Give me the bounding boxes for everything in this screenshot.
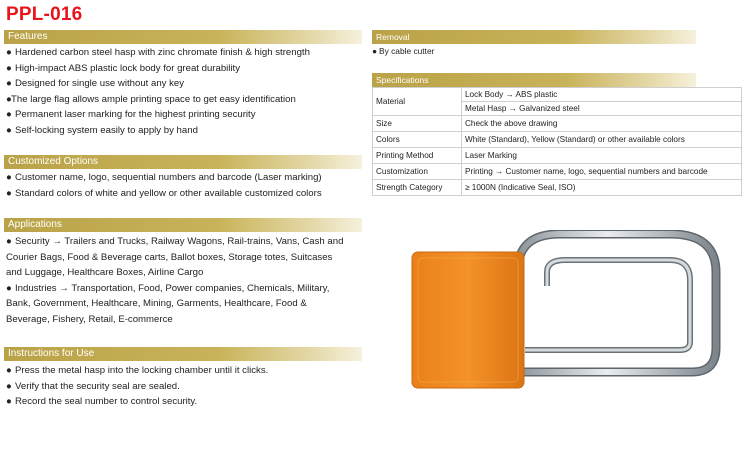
spec-value: Printing → Customer name, logo, sequential numbers and barcode — [462, 164, 742, 180]
instructions-heading: Instructions for Use — [4, 347, 362, 361]
removal-heading: Removal — [372, 30, 696, 44]
list-item: ● Self-locking system easily to apply by hand — [6, 124, 198, 136]
spec-label: Colors — [373, 132, 462, 148]
list-item: ●The large flag allows ample printing space to get easy identification — [6, 93, 296, 105]
list-item: ● High-impact ABS plastic lock body for great durability — [6, 62, 241, 74]
table-row — [373, 116, 742, 132]
list-item: ● Hardened carbon steel hasp with zinc chromate finish & high strength — [6, 47, 310, 58]
list-item: ● Industries → Transportation, Food, Power companies, Chemicals, Military, Bank, Government, Healthcare, Mining, Garments, Healthcare, Food & Beverage, Fishery, Retail, E-commerce — [6, 282, 330, 325]
list-item: ● Security → Trailers and Trucks, Railway Wagons, Rail-trains, Vans, Cash and Courier Bags, Food & Beverage carts, Ballot boxes, Storage totes, Suitcases and Luggage, Healthcare Boxes, Airline Cargo — [6, 236, 344, 279]
list-item: ● Permanent laser marking for the highest printing security — [6, 109, 256, 121]
spec-value: ≥ 1000N (Indicative Seal, ISO) — [462, 180, 742, 196]
removal-list — [372, 45, 434, 57]
table-row — [373, 88, 742, 116]
table-row — [373, 132, 742, 148]
list-item: ● Customer name, logo, sequential numbers and barcode (Laser marking) — [6, 172, 322, 183]
spec-label: Material — [373, 88, 462, 116]
spec-value-line: Metal Hasp → Galvanized steel — [465, 104, 580, 113]
list-item: ● Standard colors of white and yellow or other available customized colors — [6, 187, 322, 199]
list-item: ● By cable cutter — [372, 46, 435, 56]
spec-label: Customization — [373, 164, 462, 180]
spec-label: Size — [373, 116, 462, 132]
specifications-table — [372, 87, 742, 196]
table-row — [373, 180, 742, 196]
spec-value: Laser Marking — [462, 148, 742, 164]
applications-list — [6, 234, 346, 328]
spec-value: Check the above drawing — [462, 116, 742, 132]
spec-label: Printing Method — [373, 148, 462, 164]
list-item: ● Verify that the security seal are sealed. — [6, 380, 180, 392]
list-item: ● Press the metal hasp into the locking chamber until it clicks. — [6, 365, 269, 376]
product-title: PPL-016 — [6, 4, 83, 25]
spec-value — [462, 88, 742, 116]
customized-heading: Customized Options — [4, 155, 362, 169]
spec-value: White (Standard), Yellow (Standard) or other available colors — [462, 132, 742, 148]
spec-label: Strength Category — [373, 180, 462, 196]
features-heading: Features — [4, 30, 362, 44]
padlock-seal-image — [400, 230, 740, 400]
specifications-heading: Specifications — [372, 73, 696, 87]
instructions-list — [6, 363, 268, 410]
applications-heading: Applications — [4, 218, 362, 232]
table-row — [373, 164, 742, 180]
lock-body — [412, 252, 524, 388]
list-item: ● Designed for single use without any key — [6, 78, 185, 90]
spec-value-line: Lock Body → ABS plastic — [462, 88, 741, 102]
table-row — [373, 148, 742, 164]
customized-list — [6, 170, 322, 201]
features-list — [6, 45, 310, 139]
list-item: ● Record the seal number to control security. — [6, 396, 198, 408]
